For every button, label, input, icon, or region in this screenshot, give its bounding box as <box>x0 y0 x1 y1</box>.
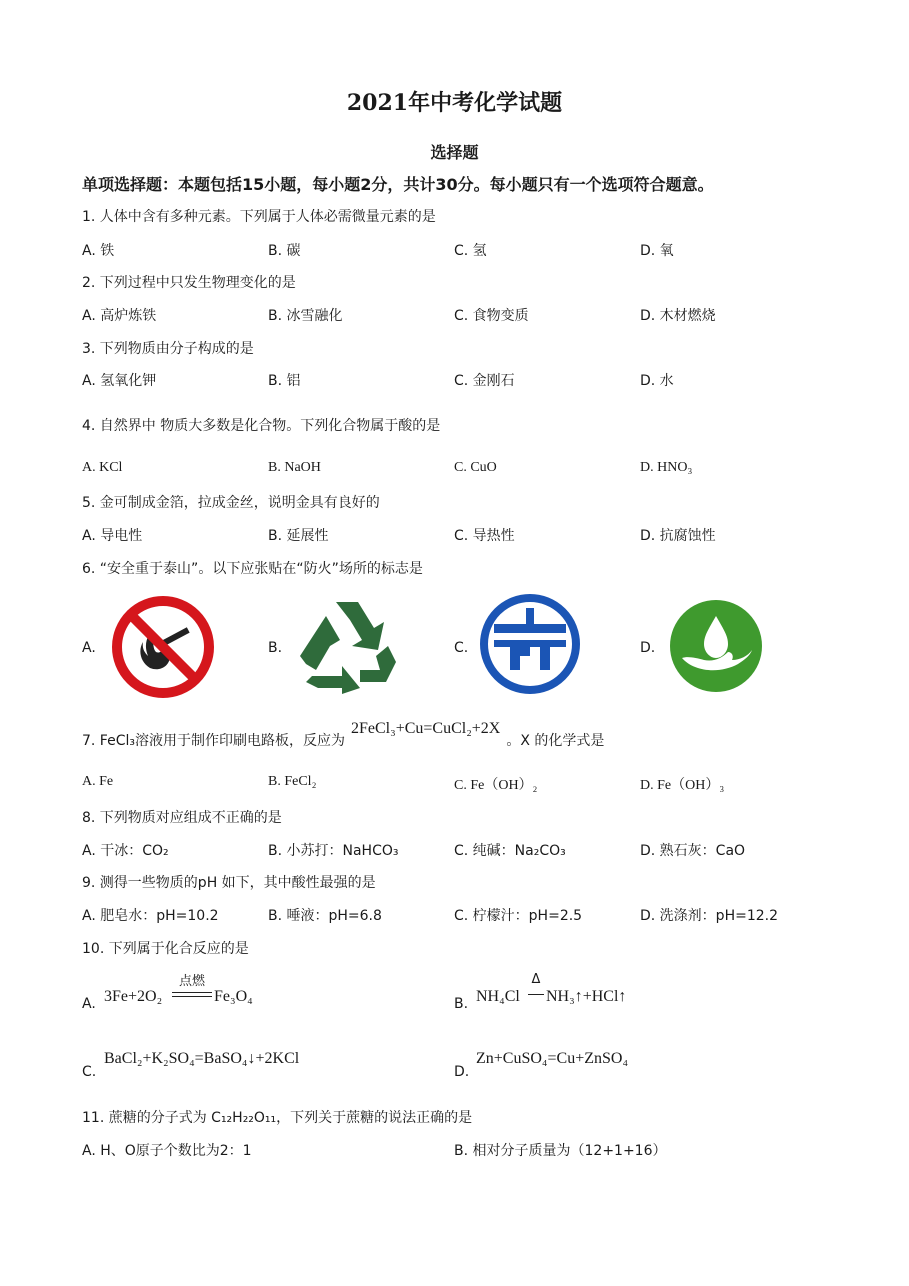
question-1-stem: 1. 人体中含有多种元素。下列属于人体必需微量元素的是 <box>82 209 436 225</box>
q7-stem-pre: 7. FeCl₃溶液用于制作印刷电路板，反应为 <box>82 733 345 749</box>
q11-option-a: A. H、O原子个数比为2：1 <box>82 1143 252 1159</box>
q7-option-b: B. FeCl₂ <box>268 774 317 789</box>
q7-option-c: C. Fe（OH）₂ <box>454 778 538 793</box>
q1-option-b: B. 碳 <box>268 243 301 259</box>
q5-option-a: A. 导电性 <box>82 528 143 544</box>
q8-option-d: D. 熟石灰：CaO <box>640 843 746 859</box>
q8-option-a: A. 干冰：CO₂ <box>82 843 169 859</box>
question-4-stem: 4. 自然界中 物质大多数是化合物。下列化合物属于酸的是 <box>82 418 441 434</box>
water-saving-sign-icon <box>668 598 764 694</box>
q10-option-d-eq: Zn+CuSO₄=Cu+ZnSO₄ <box>476 1050 629 1067</box>
q4-option-d: D. HNO₃ <box>640 460 693 475</box>
q10-option-b-right: NH₃↑+HCl↑ <box>546 988 627 1005</box>
q3-option-a: A. 氢氧化钾 <box>82 373 157 389</box>
q11-option-b: B. 相对分子质量为（12+1+16） <box>454 1143 667 1159</box>
q9-option-d: D. 洗涤剂：pH=12.2 <box>640 908 778 924</box>
recycle-icon <box>296 596 400 696</box>
q5-option-d: D. 抗腐蚀性 <box>640 528 716 544</box>
q5-option-b: B. 延展性 <box>268 528 329 544</box>
question-9-stem: 9. 测得一些物质的pH 如下，其中酸性最强的是 <box>82 875 376 891</box>
section-heading: 选择题 <box>430 143 479 162</box>
q7-stem-post: 。X 的化学式是 <box>506 733 605 749</box>
q7-option-a: A. Fe <box>82 774 114 789</box>
q10-option-c-eq: BaCl₂+K₂SO₄=BaSO₄↓+2KCl <box>104 1050 300 1067</box>
q3-option-d: D. 水 <box>640 373 674 389</box>
q10-option-b-line <box>528 994 544 995</box>
q6-option-b: B. <box>268 640 283 656</box>
q3-option-c: C. 金刚石 <box>454 373 515 389</box>
q6-option-d: D. <box>640 640 656 656</box>
question-6-stem: 6. “安全重于泰山”。以下应张贴在“防火”场所的标志是 <box>82 561 423 577</box>
question-11-stem: 11. 蔗糖的分子式为 C₁₂H₂₂O₁₁，下列关于蔗糖的说法正确的是 <box>82 1110 473 1126</box>
q8-option-b: B. 小苏打：NaHCO₃ <box>268 843 399 859</box>
q6-option-a: A. <box>82 640 96 656</box>
question-8-stem: 8. 下列物质对应组成不正确的是 <box>82 810 282 826</box>
q2-option-a: A. 高炉炼铁 <box>82 308 157 324</box>
q9-option-a: A. 肥皂水：pH=10.2 <box>82 908 219 924</box>
q2-option-d: D. 木材燃烧 <box>640 308 716 324</box>
page-title: 2021年中考化学试题 <box>346 90 563 116</box>
instructions: 单项选择题：本题包括15小题，每小题2分，共计30分。每小题只有一个选项符合题意。 <box>82 175 714 194</box>
q10-option-a-double-line <box>172 992 212 997</box>
q10-option-b-letter: B. <box>454 996 469 1012</box>
question-5-stem: 5. 金可制成金箔，拉成金丝，说明金具有良好的 <box>82 495 380 511</box>
q3-option-b: B. 铝 <box>268 373 301 389</box>
q10-option-c-letter: C. <box>82 1064 97 1080</box>
q1-option-c: C. 氢 <box>454 243 487 259</box>
q2-option-b: B. 冰雪融化 <box>268 308 343 324</box>
q10-option-b-condition: Δ <box>531 972 541 987</box>
no-fire-sign-icon <box>110 594 216 700</box>
q10-option-a-left: 3Fe+2O₂ <box>104 988 163 1005</box>
q10-option-a-condition: 点燃 <box>178 974 205 989</box>
blue-circle-symbol-icon <box>480 594 580 694</box>
q10-option-b-left: NH₄Cl <box>476 988 520 1005</box>
q9-option-c: C. 柠檬汁：pH=2.5 <box>454 908 583 924</box>
q10-option-a-letter: A. <box>82 996 96 1012</box>
question-2-stem: 2. 下列过程中只发生物理变化的是 <box>82 275 296 291</box>
q10-option-a-right: Fe₃O₄ <box>214 988 253 1005</box>
q4-option-a: A. KCl <box>82 460 123 475</box>
q8-option-c: C. 纯碱：Na₂CO₃ <box>454 843 566 859</box>
q5-option-c: C. 导热性 <box>454 528 515 544</box>
q4-option-b: B. NaOH <box>268 460 321 475</box>
q1-option-d: D. 氧 <box>640 243 674 259</box>
q6-option-c: C. <box>454 640 469 656</box>
question-7-stem <box>82 720 605 750</box>
q2-option-c: C. 食物变质 <box>454 308 529 324</box>
q7-option-d: D. Fe（OH）₃ <box>640 778 725 793</box>
q10-option-d-letter: D. <box>454 1064 470 1080</box>
question-3-stem: 3. 下列物质由分子构成的是 <box>82 341 254 357</box>
q9-option-b: B. 唾液：pH=6.8 <box>268 908 382 924</box>
q1-option-a: A. 铁 <box>82 243 115 259</box>
q7-equation: 2FeCl₃+Cu=CuCl₂+2X <box>351 720 501 737</box>
question-10-stem: 10. 下列属于化合反应的是 <box>82 941 249 957</box>
q4-option-c: C. CuO <box>454 460 497 475</box>
